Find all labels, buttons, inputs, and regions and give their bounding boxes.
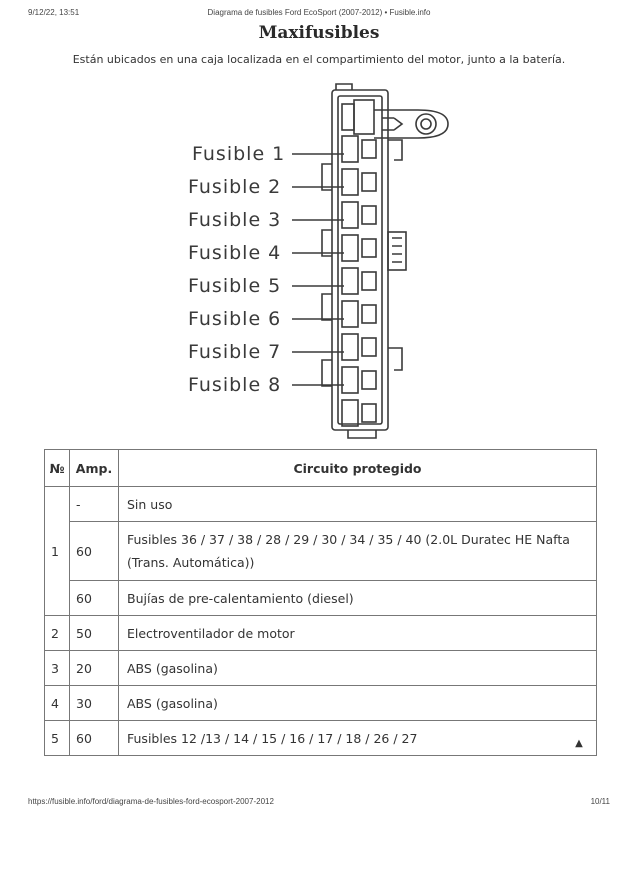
fuse-contact <box>362 371 376 389</box>
fuse-slot <box>342 202 358 228</box>
print-document-title: Diagrama de fusibles Ford EcoSport (2007-2012) • Fusible.info <box>207 8 431 17</box>
fuse-number: 2 <box>45 616 70 651</box>
table-row <box>45 686 597 721</box>
fuse-label: Fusible 8 <box>188 374 282 396</box>
header-circuit: Circuito protegido <box>119 450 597 487</box>
header-amperage: Amp. <box>70 450 119 487</box>
fuse-amperage: - <box>70 487 119 522</box>
print-url: https://fusible.info/ford/diagrama-de-fusibles-ford-ecosport-2007-2012 <box>28 797 274 806</box>
fuse-contact <box>362 338 376 356</box>
fuse-number: 5 <box>45 721 70 756</box>
fuse-contact <box>362 404 376 422</box>
fuse-label: Fusible 5 <box>188 275 282 297</box>
maxifuse-table <box>44 449 597 756</box>
fuse-contact <box>362 305 376 323</box>
fuse-slot <box>342 367 358 393</box>
fuse-amperage: 60 <box>70 581 119 616</box>
fuse-slot <box>342 136 358 162</box>
fuse-amperage: 60 <box>70 522 119 581</box>
fuse-circuit: Sin uso <box>119 487 597 522</box>
fuse-box-diagram <box>180 80 470 442</box>
fuse-circuit: ABS (gasolina) <box>119 686 597 721</box>
page-title: Maxifusibles <box>258 23 380 43</box>
fuse-slot <box>342 334 358 360</box>
fuse-circuit: Bujías de pre-calentamiento (diesel) <box>119 581 597 616</box>
fuse-circuit: Electroventilador de motor <box>119 616 597 651</box>
fuse-contact <box>362 140 376 158</box>
fuse-number: 4 <box>45 686 70 721</box>
fuse-amperage: 60 <box>70 721 119 756</box>
fuse-circuit: ABS (gasolina) <box>119 651 597 686</box>
print-datetime: 9/12/22, 13:51 <box>28 8 80 17</box>
fuse-contact <box>362 173 376 191</box>
fuse-label: Fusible 6 <box>188 308 282 330</box>
fuse-label: Fusible 2 <box>188 176 282 198</box>
table-row <box>45 581 597 616</box>
fuse-label: Fusible 1 <box>192 143 286 165</box>
table-row <box>45 721 597 756</box>
fuse-box-drawing <box>180 80 470 442</box>
fuse-amperage: 20 <box>70 651 119 686</box>
fuse-number: 1 <box>45 487 70 616</box>
fuse-circuit: Fusibles 12 /13 / 14 / 15 / 16 / 17 / 18 / 26 / 27 <box>119 721 597 756</box>
fuse-circuit: Fusibles 36 / 37 / 38 / 28 / 29 / 30 / 34 / 35 / 40 (2.0L Duratec HE Nafta (Trans. Automática)) <box>119 522 597 581</box>
fuse-label: Fusible 3 <box>188 209 282 231</box>
chevron-up-icon[interactable]: ▲ <box>575 738 583 749</box>
table-row <box>45 616 597 651</box>
fuse-contact <box>362 206 376 224</box>
print-header <box>28 8 610 20</box>
header-number: № <box>45 450 70 487</box>
table-row <box>45 651 597 686</box>
intro-text: Están ubicados en una caja localizada en el compartimiento del motor, junto a la batería. <box>72 53 566 66</box>
fuse-slot <box>342 400 358 426</box>
fuse-amperage: 30 <box>70 686 119 721</box>
page-number: 10/11 <box>590 797 610 806</box>
table-row <box>45 487 597 522</box>
print-footer <box>28 797 610 809</box>
fuse-contact <box>362 272 376 290</box>
table-row <box>45 522 597 581</box>
fuse-slot <box>342 301 358 327</box>
fuse-label: Fusible 4 <box>188 242 282 264</box>
fuse-slot <box>342 268 358 294</box>
fuse-contact <box>362 239 376 257</box>
fuse-label: Fusible 7 <box>188 341 282 363</box>
fuse-number: 3 <box>45 651 70 686</box>
fuse-slot <box>342 235 358 261</box>
fuse-amperage: 50 <box>70 616 119 651</box>
fuse-slot <box>342 169 358 195</box>
